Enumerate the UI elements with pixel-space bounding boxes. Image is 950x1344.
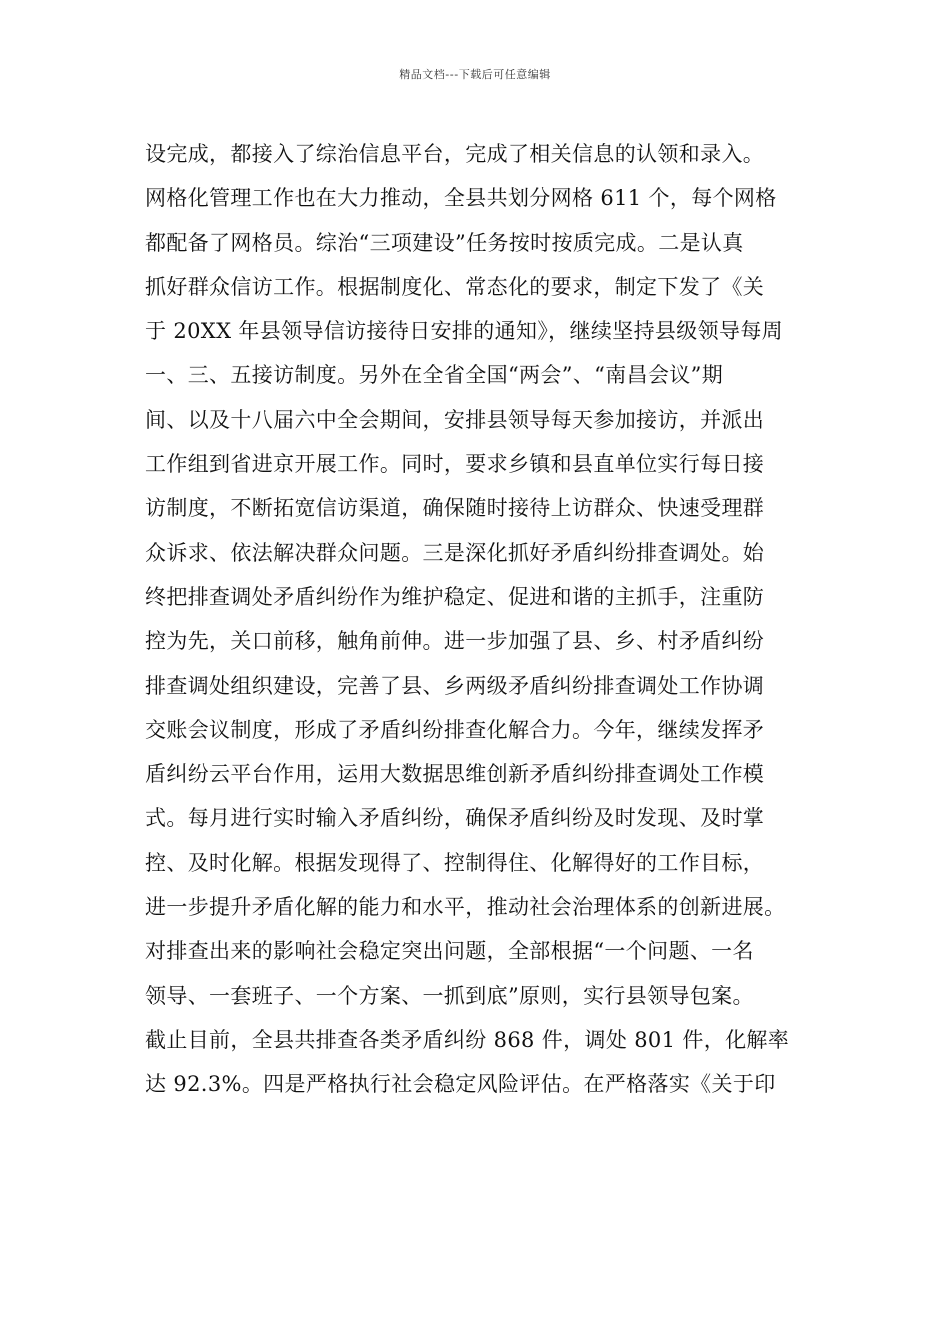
body-line: 式。每月进行实时输入矛盾纠纷，确保矛盾纠纷及时发现、及时掌 — [145, 806, 765, 831]
page-header: 精品文档---下载后可任意编辑 — [399, 68, 551, 81]
body-line: 进一步提升矛盾化解的能力和水平，推动社会治理体系的创新进展。 — [145, 895, 786, 920]
body-line: 设完成，都接入了综治信息平台，完成了相关信息的认领和录入。 — [145, 142, 765, 166]
body-line: 访制度，不断拓宽信访渠道，确保随时接待上访群众、快速受理群 — [145, 496, 765, 521]
body-text — [145, 132, 815, 1107]
body-line: 截止目前，全县共排查各类矛盾纠纷 868 件，调处 801 件，化解率 — [145, 1027, 790, 1052]
body-line: 控、及时化解。根据发现得了、控制得住、化解得好的工作目标， — [145, 850, 765, 875]
body-line: 终把排查调处矛盾纠纷作为维护稳定、促进和谐的主抓手，注重防 — [145, 584, 765, 609]
body-line: 一、三、五接访制度。另外在全省全国“两会”、“南昌会议”期 — [145, 363, 724, 388]
body-line: 对排查出来的影响社会稳定突出问题，全部根据“一个问题、一名 — [145, 939, 754, 964]
body-line: 交账会议制度，形成了矛盾纠纷排查化解合力。今年，继续发挥矛 — [145, 717, 765, 742]
body-line: 都配备了网格员。综治“三项建设”任务按时按质完成。二是认真 — [145, 230, 744, 255]
body-line: 抓好群众信访工作。根据制度化、常态化的要求，制定下发了《关 — [145, 274, 765, 299]
body-line: 控为先，关口前移，触角前伸。进一步加强了县、乡、村矛盾纠纷 — [145, 629, 765, 654]
body-line: 工作组到省进京开展工作。同时，要求乡镇和县直单位实行每日接 — [145, 452, 765, 477]
body-line: 盾纠纷云平台作用，运用大数据思维创新矛盾纠纷排查调处工作模 — [145, 762, 765, 787]
body-line: 达 92.3%。四是严格执行社会稳定风险评估。在严格落实《关于印 — [145, 1072, 776, 1097]
body-line: 排查调处组织建设，完善了县、乡两级矛盾纠纷排查调处工作协调 — [145, 673, 765, 698]
body-line: 领导、一套班子、一个方案、一抓到底”原则，实行县领导包案。 — [145, 983, 754, 1008]
body-line: 于 20XX 年县领导信访接待日安排的通知》，继续坚持县级领导每周 — [145, 319, 784, 344]
body-line: 间、以及十八届六中全会期间，安排县领导每天参加接访，并派出 — [145, 407, 765, 432]
body-line: 众诉求、依法解决群众问题。三是深化抓好矛盾纠纷排查调处。始 — [145, 540, 765, 565]
body-line: 网格化管理工作也在大力推动，全县共划分网格 611 个，每个网格 — [145, 186, 777, 211]
